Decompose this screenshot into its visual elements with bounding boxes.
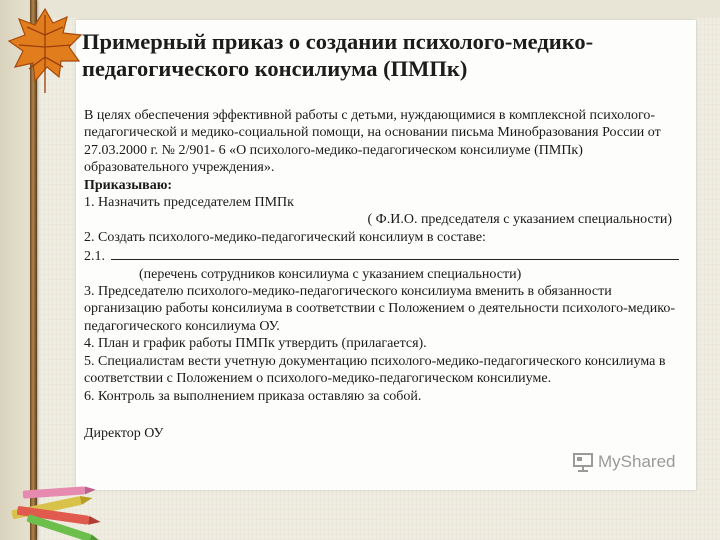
item-2-1-note: (перечень сотрудников консилиума с указанием специальности) [139, 266, 522, 282]
item-2-1-label: 2.1. [84, 249, 105, 265]
autumn-leaf-icon [5, 5, 85, 97]
order-word: Приказываю: [84, 177, 173, 193]
order-text [84, 107, 690, 442]
item-1: 1. Назначить председателем ПМПк [84, 195, 294, 211]
watermark[interactable] [572, 450, 675, 474]
item-6: 6. Контроль за выполнением приказа оставляю за собой. [84, 388, 422, 404]
crayons-icon [2, 478, 122, 540]
spacer [84, 405, 690, 425]
top-border [37, 0, 720, 18]
signature: Директор ОУ [84, 425, 164, 441]
page-title: Примерный приказ о создании психолого-медико-педагогического консилиума (ПМПк) [82, 29, 594, 81]
item-5: 5. Специалистам вести учетную документацию психолого-медико-педагогического консилиума в соответствии с Положением о психолого-медико-педагогическом консилиуме. [84, 353, 666, 387]
watermark-text: MyShared [598, 452, 676, 471]
myshared-logo-icon [572, 451, 594, 473]
item-1-note: ( Ф.И.О. председателя с указанием специальности) [367, 212, 672, 228]
item-2-1-row [84, 246, 690, 265]
intro-paragraph: В целях обеспечения эффективной работы с детьми, нуждающимися в комплексной психолого-педагогической и медико-социальной помощи, на основании письма Минобразования России от 27.03.2000 г. № 2/901- 6 «О психолого-медико-педагогическом консилиуме (ПМПк) образовательного учреждения». [84, 108, 661, 176]
item-4: 4. План и график работы ПМПк утвердить (прилагается). [84, 336, 427, 352]
item-3: 3. Председателю психолого-медико-педагогического консилиума вменить в обязанности организацию работы консилиума в соответствии с Положением о деятельности психолого-медико-педагогического консилиума ОУ. [84, 284, 676, 334]
item-2: 2. Создать психолого-медико-педагогический консилиум в составе: [84, 229, 486, 245]
blank-fill-line [111, 246, 679, 260]
